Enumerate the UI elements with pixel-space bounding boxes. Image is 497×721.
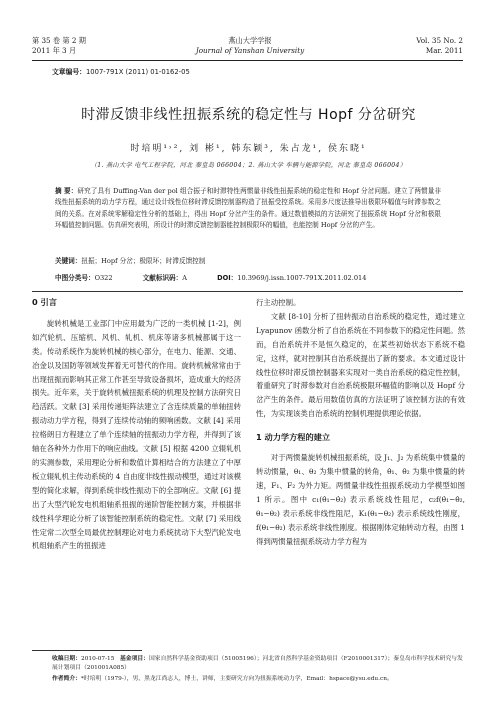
- article-number-label: 文章编号：: [52, 68, 86, 76]
- running-header-right: [416, 36, 463, 56]
- section-heading-dynamics: 1 动力学方程的建立: [256, 432, 331, 443]
- abstract-text: 研究了具有 Duffing-Van der pol 组合振子和时滞特性两惯量非线性扭振系统的稳定性和 Hopf 分岔问题。建立了两惯量非线性扭振系统的动力学方程，通过设计线性位移时滞反馈控制器构造了扭振受控系统。采用多尺度法推导出极限环幅值与时滞参数之间的关系。在对系统零解稳定性分析的基础上，得出 Hopf 分岔产生的条件。通过数值模拟的方法研究了扭振系统 Hopf 分岔和极限环幅值控制问题。仿真研究表明，所设计的时滞反馈控制器能控制极限环的幅值，也能控制 Hopf 分岔的产生。: [55, 187, 442, 230]
- paper-title: 时滞反馈非线性扭振系统的稳定性与 Hopf 分岔研究: [81, 107, 416, 123]
- author-list: 时培明¹˒², 刘 彬¹, 韩东颖³, 朱占龙¹, 侯东晓¹: [130, 144, 367, 154]
- journal-name-cn: 燕山大学学报: [228, 36, 272, 45]
- abstract-label: 摘 要：: [55, 187, 78, 195]
- keywords-label: 关键词：: [55, 257, 82, 265]
- volume-issue: 第 35 卷 第 2 期: [32, 36, 86, 45]
- introduction-paragraph: 旋转机械是工业部门中应用最为广泛的一类机械 [1-2]，例如汽轮机、压缩机、风机、轧机、机床等诸多机械都属于这一类。传动系统作为旋转机械的核心部分，在电力、能源、交通、冶金以及国防等领域发挥着无可替代的作用。旋转机械常常由于出现扭振而影响其正常工作甚至导致设备损坏，造成重大的经济损失。近年来，关于旋转机械扭振系统的机理及控制方法研究日趋活跃。文献 [3] 采用传递矩阵法建立了含连续质量的单轴扭转振动动力学方程，得到了连续传动轴的频响函数。文献 [4] 采用拉格朗日方程建立了单个连续轴的扭振动力学方程，并得到了该轴在各种外力作用下的响应曲线。文献 [5] 根据 4200 立辊轧机的实测参数，采用理论分析和数值计算相结合的方法建立了中厚板立辊轧机主传动系统的 4 自由度非线性振动模型，通过对该模型的简化求解，得到系统非线性振动下的全部响应。文献 [6] 提出了大型汽轮发电机组轴系扭振的递阶智能控制方案，并根据非线性科学理论分析了该智能控制系统的稳定性。文献 [7] 采用线性定常二次型全局最优控制理论对电力系统扰动下大型汽轮发电机组轴系产生的扭振进: [32, 318, 241, 551]
- footnote-author: [52, 675, 463, 684]
- document-code-label: 文献标识码：: [142, 274, 183, 282]
- author-bio-label: 作者简介：: [52, 676, 81, 682]
- fund-label: 基金项目：: [119, 656, 149, 662]
- clc-number: [55, 274, 113, 282]
- volume-number-en: Vol. 35 No. 2: [416, 36, 463, 45]
- affiliations: （1. 燕山大学 电气工程学院，河北 秦皇岛 066004；2. 燕山大学 车辆与能源学院，河北 秦皇岛 066004）: [90, 162, 407, 169]
- header-rule: [32, 60, 463, 61]
- left-column: [32, 296, 241, 553]
- clc-value: O322: [94, 274, 113, 282]
- right-column: [256, 296, 465, 548]
- introduction-paragraph-2: 文献 [8-10] 分析了扭转振动自治系统的稳定性，通过建立 Lyapunov 函数分析了自治系统在不同参数下的稳定性问题。然而，自治系统并不是恒久稳定的，在某些初始状态下系统不稳定，这样，就对控制其自治系统提出了新的要求。本文通过设计线性位移时滞反馈控制器来实现对一类自治系统的稳定性控制，着重研究了时滞参数对自治系统极限环幅值的影响以及 Hopf 分岔产生的条件。最后用数值仿真的方法证明了该控制方法的有效性，为实现该类自治系统的控制机理提供理论依据。: [256, 311, 465, 419]
- journal-name-en: Journal of Yanshan University: [195, 46, 305, 55]
- section-heading-introduction: 0 引言: [32, 297, 57, 307]
- received-date: 2010-07-15: [81, 656, 115, 662]
- running-header-center: [150, 36, 350, 56]
- article-number: [52, 66, 190, 76]
- doi-label: DOI：: [217, 274, 238, 282]
- keywords: [55, 255, 205, 265]
- received-label: 收稿日期：: [52, 656, 81, 662]
- document-code: [143, 274, 187, 282]
- classification-line: [55, 272, 394, 282]
- dynamics-paragraph: 对于两惯量旋转机械扭振系统，设 J₁、J₂ 为系统集中惯量的转动惯量，θ₁、θ₂ 为集中惯量的转角，θ̇₁、θ̇₂ 为集中惯量的转速，F₁、F₂ 为外力矩。两惯量非线性扭振系统动力学模型如图 1 所示。图中 c₁(θ̇₁−θ̇₂) 表示系统线性阻尼，c₂f(θ̇₁−θ̇₂, θ₁−θ₂) 表示系统非线性阻尼，K₁(θ₁−θ₂) 表示系统线性刚度，f(θ₁−θ₂) 表示系统非线性刚度。根据刚体定轴转动方程，由图 1 得到两惯量扭振系统动力学方程为: [256, 453, 465, 546]
- publication-month-en: Mar. 2011: [425, 46, 463, 55]
- doi-value: 10.3969/j.issn.1007-791X.2011.02.014: [237, 274, 367, 282]
- continued-text: 行主动控制。: [256, 298, 301, 307]
- running-header-left: [32, 36, 86, 56]
- abstract-rule: [32, 291, 463, 292]
- document-code-value: A: [182, 274, 187, 282]
- author-bio-text: *时培明（1979-），男，黑龙江尚志人，博士，讲师，主要研究方向为扭振系统动力学，Email：hspace@ysu.edu.cn。: [81, 676, 393, 682]
- footnote-rule: [32, 650, 142, 651]
- fund-text: 国家自然科学基金资助项目（51005196）；河北省自然科学基金资助项目（F2010001317）；秦皇岛市科学技术研究与发展计划项目（201001A085）: [52, 656, 463, 671]
- article-number-value: 1007-791X (2011) 01-0162-05: [85, 68, 190, 76]
- footnote-received-fund: [52, 655, 463, 673]
- doi: [217, 274, 366, 282]
- keywords-text: 扭振；Hopf 分岔；极限环；时滞反馈控制: [81, 257, 206, 265]
- abstract: [55, 186, 441, 232]
- publication-date: 2011 年 3 月: [32, 46, 77, 55]
- clc-label: 中图分类号：: [55, 274, 95, 282]
